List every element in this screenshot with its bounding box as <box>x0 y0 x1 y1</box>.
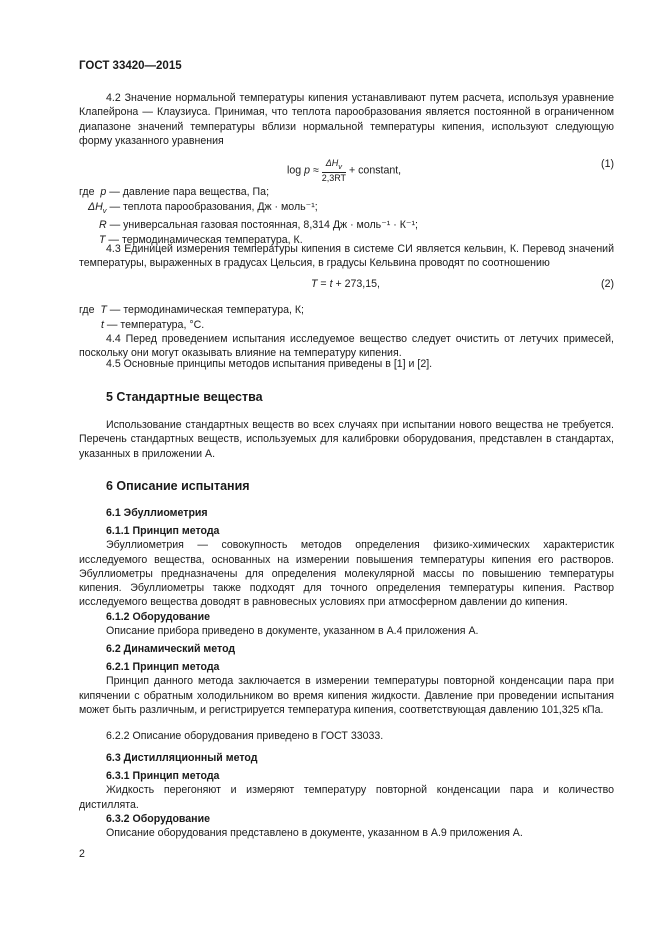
paragraph-4-2: 4.2 Значение нормальной температуры кипения устанавливают путем расчета, используя уравнение Клапейрона — Клаузиуса. Принимая, что теплота парообразования является постоянной в ограниченном диапазоне значений температуры вблизи нормальной температуры кипения, используют следующую форму указанного уравнения <box>79 92 614 147</box>
eq1-p: p <box>304 164 310 177</box>
where1-r-symbol: R <box>99 219 107 232</box>
eq1-rest: + constant, <box>346 164 402 177</box>
section-6-3-1-title: 6.3.1 Принцип метода <box>106 770 220 782</box>
section-6-3-title: 6.3 Дистилляционный метод <box>106 752 258 764</box>
document-header: ГОСТ 33420—2015 <box>79 60 182 72</box>
section-6-1-1-title: 6.1.1 Принцип метода <box>106 525 220 537</box>
section-4-2 <box>79 91 614 148</box>
section-5-text: Использование стандартных веществ во всех случаях при испытании нового вещества не требуется. Перечень стандартных веществ, используемых для калибровки оборудования, представлен в стандартах, указанных в приложении А. <box>79 419 614 460</box>
section-5-body <box>79 418 614 461</box>
section-6-3-2-text: Описание оборудования представлено в документе, указанном в А.9 приложения А. <box>106 827 523 840</box>
equation-2-number: (2) <box>601 278 614 290</box>
where1-dh-sub: v <box>102 205 107 215</box>
eq1-num-delta: ΔH <box>325 158 339 168</box>
section-6-2-1 <box>79 660 614 717</box>
equation-1 <box>79 157 614 187</box>
equation-2-body <box>311 278 380 290</box>
section-6-title: 6 Описание испытания <box>106 479 250 493</box>
section-6-2-1-text: Принцип данного метода заключается в измерении температуры повторной конденсации пара при кипячении с обратным холодильником во время кипения жидкости. Давление при проведении испытания может быть различным, и регистрируется температура кипения, соответствующая давлению 101,325 кПа. <box>79 675 614 716</box>
eq1-approx: ≈ <box>310 164 322 177</box>
section-6-1-2-title: 6.1.2 Оборудование <box>106 610 210 623</box>
where2-T-text: — термодинамическая температура, К; <box>106 304 304 316</box>
page-number: 2 <box>79 848 85 860</box>
equation-1-body <box>287 158 401 184</box>
section-4-5 <box>79 357 614 371</box>
section-6-2-title: 6.2 Динамический метод <box>106 643 236 655</box>
where1-r <box>79 218 614 233</box>
where2-t <box>79 318 614 333</box>
section-6-2-2-text: 6.2.2 Описание оборудования приведено в ГОСТ 33033. <box>106 730 384 742</box>
paragraph-4-4: 4.4 Перед проведением испытания исследуемое вещество следует очистить от летучих примесей, поскольку они могут оказывать влияние на температуру кипения. <box>79 333 614 360</box>
section-6-1-title: 6.1 Эбуллиометрия <box>106 507 208 519</box>
section-6-1-2-text: Описание прибора приведено в документе, указанном в А.4 приложения А. <box>106 625 479 638</box>
where1-p <box>79 185 614 200</box>
eq1-denominator: 2,3RT <box>321 172 347 183</box>
section-6-3-1 <box>79 769 614 840</box>
section-6 <box>79 479 614 493</box>
where2-T-symbol: T <box>100 304 107 316</box>
where1-lead: где <box>79 186 95 198</box>
paragraph-4-5: 4.5 Основные принципы методов испытания приведены в [1] и [2]. <box>106 358 433 370</box>
section-5 <box>79 390 614 404</box>
section-6-1 <box>79 506 614 520</box>
equation-1-number: (1) <box>601 158 614 170</box>
section-6-3-1-text: Жидкость перегоняют и измеряют температуру повторной конденсации пара и количество дистиллята. <box>79 784 614 811</box>
eq2-t: t <box>329 278 333 290</box>
eq1-log: log <box>287 164 302 177</box>
eq1-fraction <box>322 158 346 184</box>
where1-r-text: — универсальная газовая постоянная, 8,314 Дж · моль⁻¹ · К⁻¹; <box>106 219 418 232</box>
section-6-2-1-title: 6.2.1 Принцип метода <box>106 661 220 673</box>
eq2-rest: + 273,15, <box>332 278 380 290</box>
paragraph-4-3: 4.3 Единицей измерения температуры кипения в системе СИ является кельвин, К. Перевод значений температуры, выраженных в градусах Цельсия, в градусы Кельвина проводят по соотношению <box>79 243 614 270</box>
section-6-2 <box>79 642 614 656</box>
section-6-3-2-title: 6.3.2 Оборудование <box>106 812 210 825</box>
section-6-2-2 <box>79 729 614 743</box>
where1-p-text: — давление пара вещества, Па; <box>106 186 270 198</box>
where1-p-symbol: p <box>100 186 107 198</box>
where1-dh-symbol: ΔH <box>88 200 103 213</box>
section-4-3 <box>79 242 614 271</box>
where1-dh-text: — теплота парообразования, Дж · моль⁻¹; <box>106 200 318 213</box>
section-6-1-1-text: Эбуллиометрия — совокупность методов определения физико-химических характеристик исследуемого вещества, основанных на измерении повышения температуры кипения его растворов. Эбуллиометры предназначены для определения молекулярной массы по повышению температуры кипения. Эбуллиометры также подходят для точного определения температуры кипения. Раствор исследуемого вещества доводят в равновесных условиях при атмосферном давлении до кипения. <box>79 539 614 609</box>
where2-t-text: — температура, °С. <box>103 318 205 331</box>
where-list-2 <box>79 303 614 332</box>
where1-dh <box>79 200 614 219</box>
eq2-T: T <box>311 278 318 290</box>
eq1-numerator <box>322 158 346 173</box>
where1-t-text: — термодинамическая температура, К. <box>105 233 303 246</box>
where2-lead: где <box>79 304 95 316</box>
where2-t-symbol: t <box>101 318 104 331</box>
where2-T <box>79 303 614 318</box>
section-6-1-1 <box>79 524 614 638</box>
eq2-equals: = <box>317 278 330 290</box>
where-list-1 <box>79 185 614 247</box>
section-5-title: 5 Стандартные вещества <box>106 390 263 404</box>
where1-t-symbol: T <box>99 233 106 246</box>
eq1-num-sub: v <box>338 161 343 171</box>
section-6-3 <box>79 751 614 765</box>
